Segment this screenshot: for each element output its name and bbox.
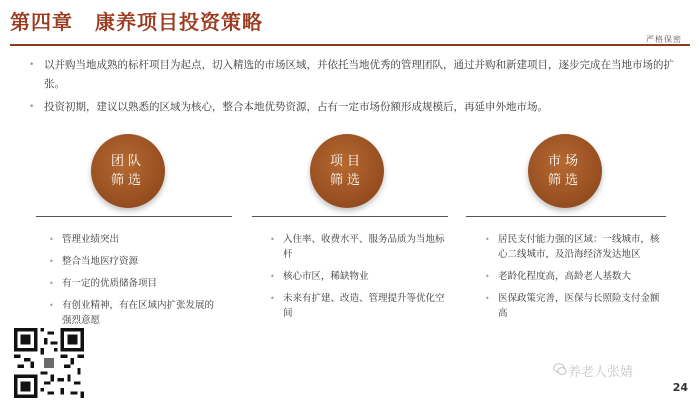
watermark-text: 养老人张婧: [568, 365, 634, 380]
bullet-icon: •: [485, 272, 490, 281]
intro-list: [29, 56, 674, 121]
list-item-text: 管理业绩突出: [62, 234, 120, 245]
intro-text: 投资初期，建议以熟悉的区域为核心，整合本地优势资源，占有一定市场份额形成规模后，再延申外地市场。: [44, 101, 548, 113]
circle-label-line1: 项目: [329, 154, 364, 169]
column-divider: [36, 216, 232, 217]
team-screening-circle: [91, 134, 165, 208]
circle-label-line2: 筛选: [547, 173, 582, 188]
list-item-text: 老龄化程度高，高龄老人基数大: [498, 271, 632, 282]
bullet-icon: •: [49, 235, 54, 244]
title-divider: [10, 44, 690, 46]
list-item-text: 有创业精神，有在区域内扩张发展的强烈意愿: [62, 300, 215, 326]
circle-label-line1: 市场: [547, 154, 582, 169]
intro-text: 以并购当地成熟的标杆项目为起点，切入精选的市场区域，并依托当地优秀的管理团队，通过并购和新建项目，逐步完成在当地市场的扩张。: [44, 59, 674, 90]
list-item: [270, 291, 445, 321]
title-text: 康养项目投资策略: [95, 10, 263, 34]
list-item-text: 入住率、收费水平、服务品质为当地标杆: [283, 234, 445, 260]
list-item: [485, 232, 666, 262]
bullet-icon: •: [270, 235, 275, 244]
bullet-icon: •: [485, 235, 490, 244]
list-item-text: 有一定的优质储备项目: [62, 278, 158, 289]
intro-item: [29, 56, 674, 94]
list-item: [485, 291, 666, 321]
bullet-icon: •: [485, 294, 490, 303]
page-title: [10, 6, 263, 35]
list-item-text: 整合当地医疗资源: [62, 256, 139, 267]
bullet-icon: •: [270, 272, 275, 281]
market-criteria-list: [485, 232, 666, 328]
wechat-icon: [553, 362, 567, 376]
list-item-text: 居民支付能力强的区域：一线城市，核心二线城市，及沿海经济发达地区: [498, 234, 660, 260]
list-item: [270, 269, 445, 284]
list-item: [270, 232, 445, 262]
bullet-icon: •: [270, 294, 275, 303]
list-item: [49, 276, 222, 291]
list-item: [485, 269, 666, 284]
page-number: 24: [672, 381, 688, 394]
intro-item: [29, 98, 674, 117]
market-screening-circle: [528, 134, 602, 208]
bullet-icon: •: [49, 257, 54, 266]
list-item: [49, 254, 222, 269]
chapter-label: 第四章: [10, 10, 73, 34]
qr-code-icon: [14, 328, 84, 398]
list-item-text: 医保政策完善，医保与长照险支付金额高: [498, 293, 660, 319]
list-item-text: 核心市区，稀缺物业: [283, 271, 369, 282]
team-criteria-list: [49, 232, 222, 335]
project-criteria-list: [270, 232, 445, 328]
circle-label-line2: 筛选: [110, 173, 145, 188]
column-divider: [466, 216, 666, 217]
bullet-icon: •: [29, 60, 35, 70]
bullet-icon: •: [49, 301, 54, 310]
bullet-icon: •: [49, 279, 54, 288]
confidential-label: 严格保密: [646, 35, 682, 44]
circle-label-line2: 筛选: [329, 173, 364, 188]
list-item: [49, 232, 222, 247]
circle-label-line1: 团队: [110, 154, 145, 169]
list-item-text: 未来有扩建、改造、管理提升等优化空间: [283, 293, 445, 319]
column-divider: [252, 216, 448, 217]
bullet-icon: •: [29, 102, 35, 112]
list-item: [49, 298, 222, 328]
project-screening-circle: [310, 134, 384, 208]
